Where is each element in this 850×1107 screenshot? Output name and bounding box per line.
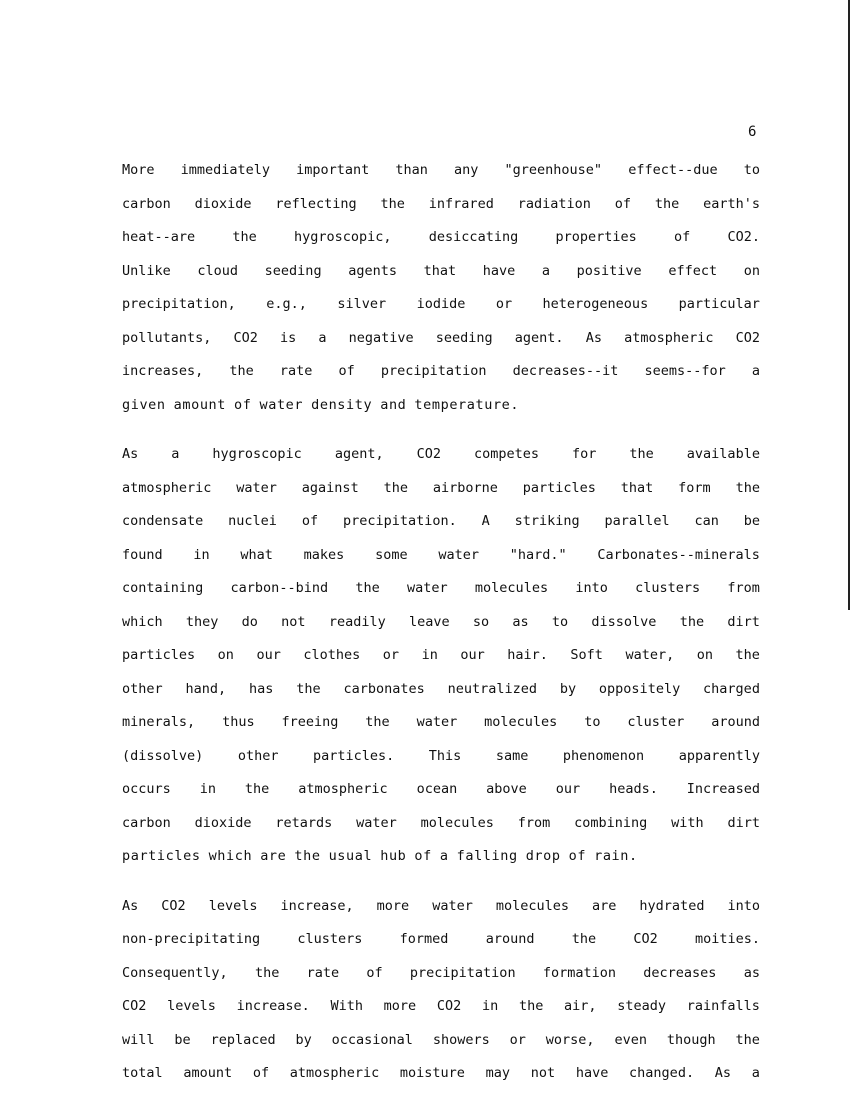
text-line: Unlike cloud seeding agents that have a positive effect on [122, 262, 760, 279]
text-line: More immediately important than any "greenhouse" effect--due to [122, 162, 760, 178]
text-line: increases, the rate of precipitation decreases--it seems--for a [122, 363, 760, 379]
body-text [122, 154, 760, 1107]
paragraph [122, 154, 760, 422]
text-line: heat--are the hygroscopic, desiccating properties of CO2. [122, 229, 760, 245]
page-number: 6 [748, 124, 757, 140]
text-line: particles which are the usual hub of a falling drop of rain. [122, 848, 638, 864]
text-line: As CO2 levels increase, more water molecules are hydrated into [122, 897, 760, 914]
text-line: atmospheric water against the airborne particles that form the [122, 479, 760, 496]
paragraph [122, 438, 760, 874]
text-line: condensate nuclei of precipitation. A striking parallel can be [122, 513, 760, 529]
text-line: As a hygroscopic agent, CO2 competes for the available [122, 446, 760, 462]
text-line: (dissolve) other particles. This same phenomenon apparently [122, 747, 760, 764]
text-line: CO2 levels increase. With more CO2 in the air, steady rainfalls [122, 998, 760, 1014]
paragraph [122, 890, 760, 1091]
text-line: will be replaced by occasional showers or worse, even though the [122, 1031, 760, 1048]
text-line: other hand, has the carbonates neutralized by oppositely charged [122, 680, 760, 697]
text-line: Consequently, the rate of precipitation formation decreases as [122, 964, 760, 981]
text-line: pollutants, CO2 is a negative seeding agent. As atmospheric CO2 [122, 329, 760, 346]
text-line: non-precipitating clusters formed around the CO2 moities. [122, 931, 760, 947]
text-line: carbon dioxide retards water molecules from combining with dirt [122, 814, 760, 831]
text-line: minerals, thus freeing the water molecules to cluster around [122, 714, 760, 730]
text-line: given amount of water density and temperature. [122, 396, 520, 413]
text-line: found in what makes some water "hard." Carbonates--minerals [122, 546, 760, 563]
text-line: which they do not readily leave so as to dissolve the dirt [122, 613, 760, 630]
text-line: particles on our clothes or in our hair. Soft water, on the [122, 647, 760, 663]
text-line: carbon dioxide reflecting the infrared radiation of the earth's [122, 195, 760, 212]
text-line: occurs in the atmospheric ocean above our heads. Increased [122, 781, 760, 797]
text-line: precipitation, e.g., silver iodide or heterogeneous particular [122, 296, 760, 312]
text-line: total amount of atmospheric moisture may not have changed. As a [122, 1065, 760, 1081]
text-line: containing carbon--bind the water molecules into clusters from [122, 580, 760, 596]
